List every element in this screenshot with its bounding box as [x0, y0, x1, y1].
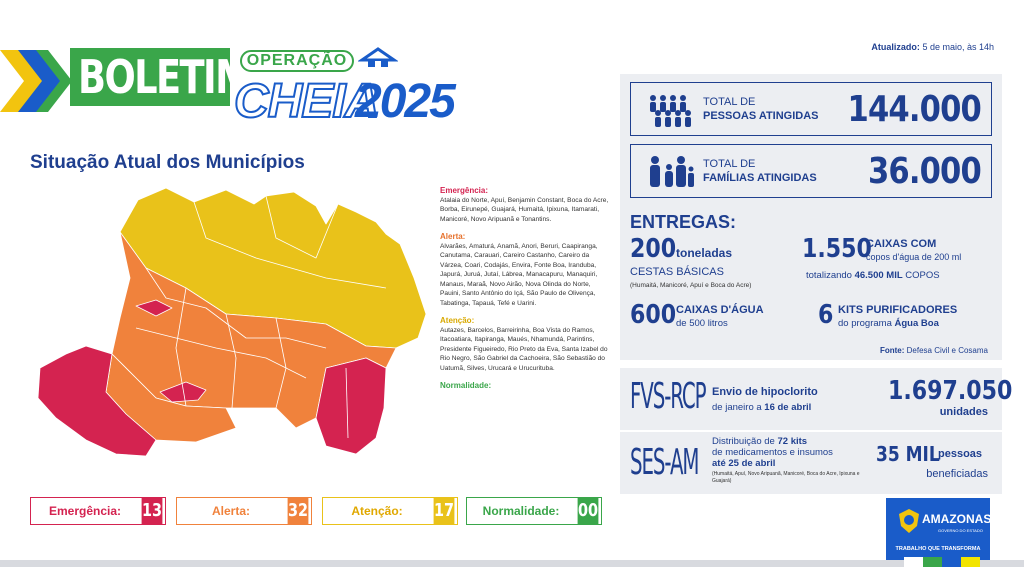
kits-line2b: Água Boa	[894, 318, 939, 329]
copos-line3	[806, 270, 940, 281]
fonte	[880, 346, 988, 355]
ses-value-suffix: pessoas	[938, 448, 983, 460]
fvs-value: 1.697.050	[888, 376, 1013, 406]
chevron-arrows-icon	[0, 50, 72, 112]
legend-alerta-text: Alvarães, Amaturá, Anamã, Anori, Beruri, Caapiranga, Canutama, Carauari, Careiro Castanho, Careiro da Várzea, Coari, Codajás, Envira, Fonte Boa, Iranduba, Japurá, Juruá, Jutaí, Lábrea, Manacapuru, Manaquiri, Manaus, Maraã, Novo Airão, Nova Olinda do Norte, Pauini, Santo Antônio do Içá, São Paulo de Olivença, Tabatinga, Tapauá, Tefé e Uarini.	[440, 242, 598, 307]
year-title: 2025	[355, 75, 454, 128]
familias-line1: TOTAL DE	[703, 158, 756, 170]
ses-value: 35 MIL	[876, 442, 940, 466]
copos-line3a: totalizando	[806, 270, 852, 281]
counter-normalidade-label: Normalidade:	[482, 504, 560, 518]
entregas-title: ENTREGAS:	[630, 212, 737, 232]
status-counters	[30, 497, 610, 527]
familias-value: 36.000	[868, 151, 981, 192]
legend-emergencia-text: Atalaia do Norte, Apuí, Benjamin Constant, Boca do Acre, Borba, Eirunepé, Guajará, Humaitá, Ipixuna, Itamarati, Manicoré, Novo Aripuanã e Tonantins.	[440, 196, 609, 223]
section-title: Situação Atual dos Municípios	[30, 152, 305, 173]
caixas-line1: CAIXAS D'ÁGUA	[676, 304, 764, 316]
fvs-line2a: de janeiro a	[712, 402, 762, 413]
ses-panel	[620, 432, 1002, 494]
stats-panel	[620, 74, 1002, 360]
ses-title: SES-AM	[630, 442, 699, 483]
counter-emergencia-label: Emergência:	[48, 504, 122, 518]
counter-alerta	[176, 497, 312, 525]
bottom-bar	[0, 560, 1024, 567]
fvs-unit: unidades	[939, 406, 988, 418]
ses-note: (Humaitá, Apuí, Novo Aripuanã, Manicoré, Boca do Acre, Ipixuna e Guajará)	[712, 471, 860, 484]
legend-panel	[440, 182, 610, 391]
copos-num: 1.550	[802, 234, 872, 264]
pessoas-line1: TOTAL DE	[703, 96, 756, 108]
caixas-num: 600	[630, 300, 677, 330]
coat-of-arms-icon	[898, 508, 920, 534]
ses-line1a: Distribuição de	[712, 436, 775, 447]
ses-line2: de medicamentos e insumos	[712, 447, 833, 458]
familias-line2: FAMÍLIAS ATINGIDAS	[703, 172, 817, 184]
counter-alerta-value: 32	[288, 498, 309, 524]
counter-emergencia-value: 13	[142, 498, 163, 524]
caixas-line2: de 500 litros	[676, 318, 728, 329]
kits-line2	[838, 318, 939, 329]
people-group-icon	[647, 93, 695, 127]
cestas-num: 200	[630, 234, 677, 264]
map-region-emergencia-east	[316, 358, 386, 454]
house-flood-icon	[358, 46, 398, 72]
logo-slogan: TRABALHO QUE TRANSFORMA	[895, 546, 981, 552]
fvs-line2	[712, 402, 811, 413]
amazonas-logo	[886, 498, 990, 560]
fvs-line2b: 16 de abril	[764, 402, 812, 413]
pessoas-box	[630, 82, 992, 136]
counter-atencao-label: Atenção:	[351, 504, 403, 518]
legend-atencao-title: Atenção:	[440, 316, 475, 325]
color-strip	[904, 557, 980, 567]
pessoas-label	[703, 95, 819, 123]
ses-line1	[712, 436, 807, 447]
fonte-value: Defesa Civil e Cosama	[906, 346, 988, 355]
updated-value: 5 de maio, às 14h	[922, 42, 994, 52]
header-banner	[0, 40, 470, 135]
ses-value2: beneficiadas	[926, 468, 988, 480]
logo-name: AMAZONAS	[922, 512, 992, 526]
logo-gov: GOVERNO DO ESTADO	[938, 528, 983, 533]
pessoas-value: 144.000	[847, 89, 981, 130]
updated-info	[871, 42, 994, 52]
cestas-unit: toneladas	[676, 246, 733, 260]
copos-line2: copos d'água de 200 ml	[866, 252, 962, 262]
fvs-panel	[620, 368, 1013, 430]
updated-label: Atualizado:	[871, 42, 920, 52]
cestas-desc: CESTAS BÁSICAS	[630, 266, 724, 278]
cestas-note: (Humaitá, Manicoré, Apuí e Boca do Acre)	[630, 282, 752, 289]
kits-line2a: do programa	[838, 318, 892, 329]
fonte-label: Fonte:	[879, 346, 905, 355]
familias-box	[630, 144, 992, 198]
familias-label	[703, 157, 817, 185]
amazonas-map	[26, 178, 436, 470]
legend-atencao-text: Autazes, Barcelos, Barreirinha, Boa Vista do Ramos, Itacoatiara, Itapiranga, Maués, Nhamundá, Parintins, Presidente Figueiredo, Rio Preto da Eva, Santa Izabel do Rio Negro, São Gabriel da Cachoeira, São Sebastião do Uatumã, Silves, Urucará e Urucurituba.	[440, 326, 608, 372]
copos-line3b: 46.500 MIL	[854, 270, 903, 281]
legend-alerta-title: Alerta:	[440, 232, 466, 241]
counter-atencao-value: 17	[434, 498, 455, 524]
counter-atencao	[322, 497, 458, 525]
counter-normalidade-value: 00	[578, 498, 599, 524]
copos-line1: CAIXAS COM	[866, 238, 937, 250]
operacao-label: OPERAÇÃO	[240, 50, 354, 72]
counter-normalidade	[466, 497, 602, 525]
fvs-line1: Envio de hipoclorito	[712, 386, 818, 398]
copos-line3c: COPOS	[905, 270, 940, 281]
ses-line1b: 72 kits	[777, 436, 808, 447]
kits-num: 6	[818, 300, 834, 330]
family-icon	[647, 155, 695, 189]
cheia-title: CHEIA	[234, 75, 379, 128]
fvs-title: FVS-RCP	[630, 376, 706, 417]
pessoas-line2: PESSOAS ATINGIDAS	[703, 110, 819, 122]
counter-alerta-label: Alerta:	[211, 504, 250, 518]
legend-emergencia-title: Emergência:	[440, 186, 489, 195]
kits-line1: KITS PURIFICADORES	[838, 304, 958, 316]
ses-line3: até 25 de abril	[712, 458, 776, 469]
legend-normalidade-title: Normalidade:	[440, 381, 492, 390]
counter-emergencia	[30, 497, 166, 525]
boletim-title: BOLETIM	[78, 50, 251, 104]
